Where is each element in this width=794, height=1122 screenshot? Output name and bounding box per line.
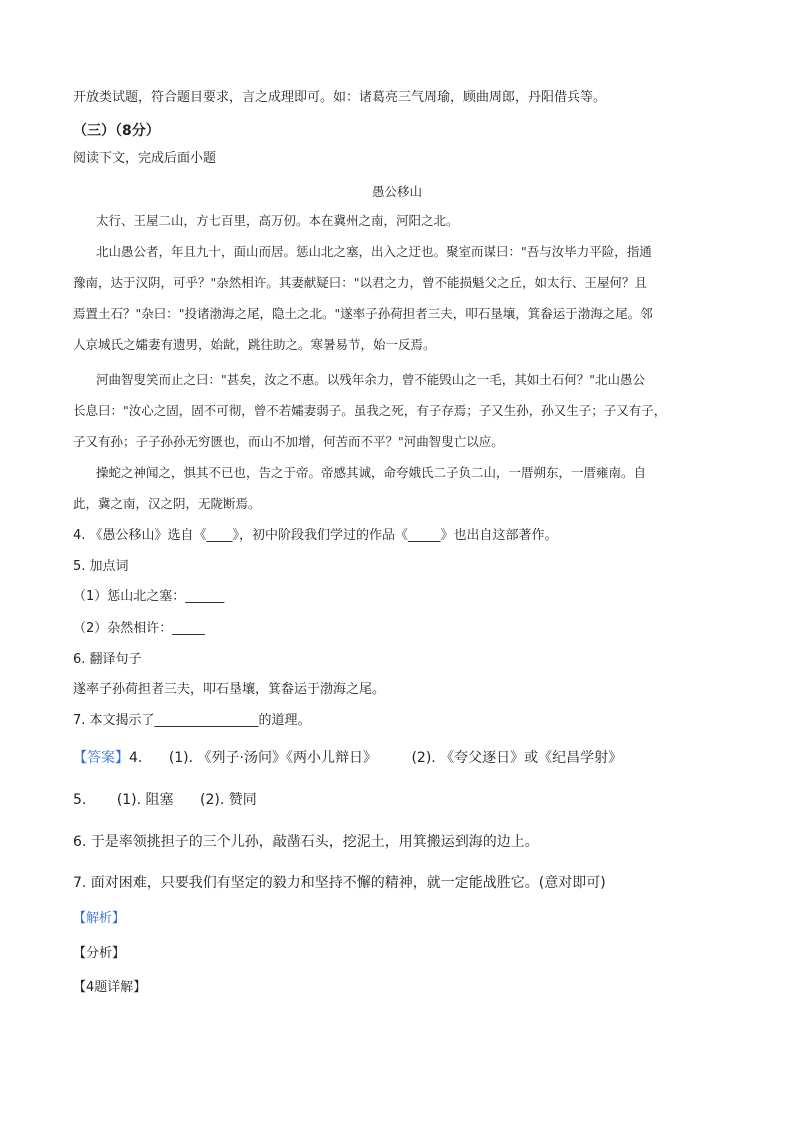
question-5: 5. 加点词: [73, 559, 129, 574]
passage-line: 豫南，达于汉阴，可乎？"杂然相许。其妻献疑曰："以君之力，曾不能损魁父之丘，如太行、王屋何？且: [73, 275, 648, 290]
passage-line: 长息曰："汝心之固，固不可彻，曾不若孀妻弱子。虽我之死，有子存焉；子又生孙，孙又生子；子又有子，: [73, 403, 667, 418]
passage-title: 愚公移山: [371, 184, 422, 199]
question-5-2: （2）杂然相许：_____: [73, 621, 205, 636]
answer-tag: 【答案】: [73, 750, 129, 766]
answer-4-part1: (1). 《列子·汤问》《两小儿辩日》: [168, 750, 377, 766]
passage-line: 北山愚公者，年且九十，面山而居。惩山北之塞，出入之迂也。聚室而谋曰："吾与汝毕力平险，指通: [96, 244, 652, 259]
answer-5-part1: (1). 阻塞: [116, 792, 174, 808]
intro-line: 开放类试题，符合题目要求，言之成理即可。如：诸葛亮三气周瑜，顾曲周郎，丹阳借兵等。: [73, 90, 607, 105]
instruction: 阅读下文，完成后面小题: [73, 151, 217, 166]
question-6-sentence: 遂率子孙荷担者三夫，叩石垦壤，箕畚运于渤海之尾。: [73, 682, 386, 697]
answer-4-number: 4.: [129, 750, 143, 766]
analysis-detail: 【4题详解】: [73, 980, 147, 995]
question-6: 6. 翻译句子: [73, 652, 142, 667]
answer-5-row: [73, 790, 257, 810]
answer-4-part2: (2). 《夸父逐日》或《纪昌学射》: [411, 750, 623, 766]
passage-line: 焉置土石？"杂曰："投诸渤海之尾，隐土之北。"遂率子孙荷担者三夫，叩石垦壤，箕畚运于渤海之尾。邻: [73, 306, 653, 321]
section-header: （三）（8分）: [73, 123, 160, 139]
analysis-fenxi: 【分析】: [73, 946, 126, 961]
question-7: 7. 本文揭示了________________的道理。: [73, 713, 311, 728]
answer-5-number: 5.: [73, 792, 87, 808]
analysis-tag: 【解析】: [73, 911, 126, 926]
passage-line: 此，冀之南，汉之阴，无陇断焉。: [73, 496, 261, 511]
passage-line: 子又有孙；子子孙孙无穷匮也，而山不加增，何苦而不平？"河曲智叟亡以应。: [73, 434, 504, 449]
passage-line: 人京城氏之孀妻有遗男，始龀，跳往助之。寒暑易节，始一反焉。: [73, 337, 436, 352]
answer-5-part2: (2). 赞同: [200, 792, 257, 808]
question-4: 4. 《愚公移山》选自《____》，初中阶段我们学过的作品《_____》也出自这部著作。: [73, 528, 558, 543]
question-5-1: （1）惩山北之塞：______: [73, 589, 225, 604]
answer-6: 6. 于是率领挑担子的三个儿孙，敲凿石头，挖泥土，用箕搬运到海的边上。: [73, 834, 539, 850]
passage-line: 太行、王屋二山，方七百里，高万仞。本在冀州之南，河阳之北。: [96, 213, 459, 228]
passage-line: 操蛇之神闻之，惧其不已也，告之于帝。帝感其诚，命夸娥氏二子负二山，一厝朔东，一厝雍南。自: [96, 465, 647, 480]
passage-line: 河曲智叟笑而止之曰："甚矣，汝之不惠。以残年余力，曾不能毁山之一毛，其如土石何？"北山愚公: [96, 372, 646, 387]
answer-7: 7. 面对困难，只要我们有坚定的毅力和坚持不懈的精神，就一定能战胜它。(意对即可): [73, 875, 606, 891]
answer-4-row: [73, 748, 622, 768]
